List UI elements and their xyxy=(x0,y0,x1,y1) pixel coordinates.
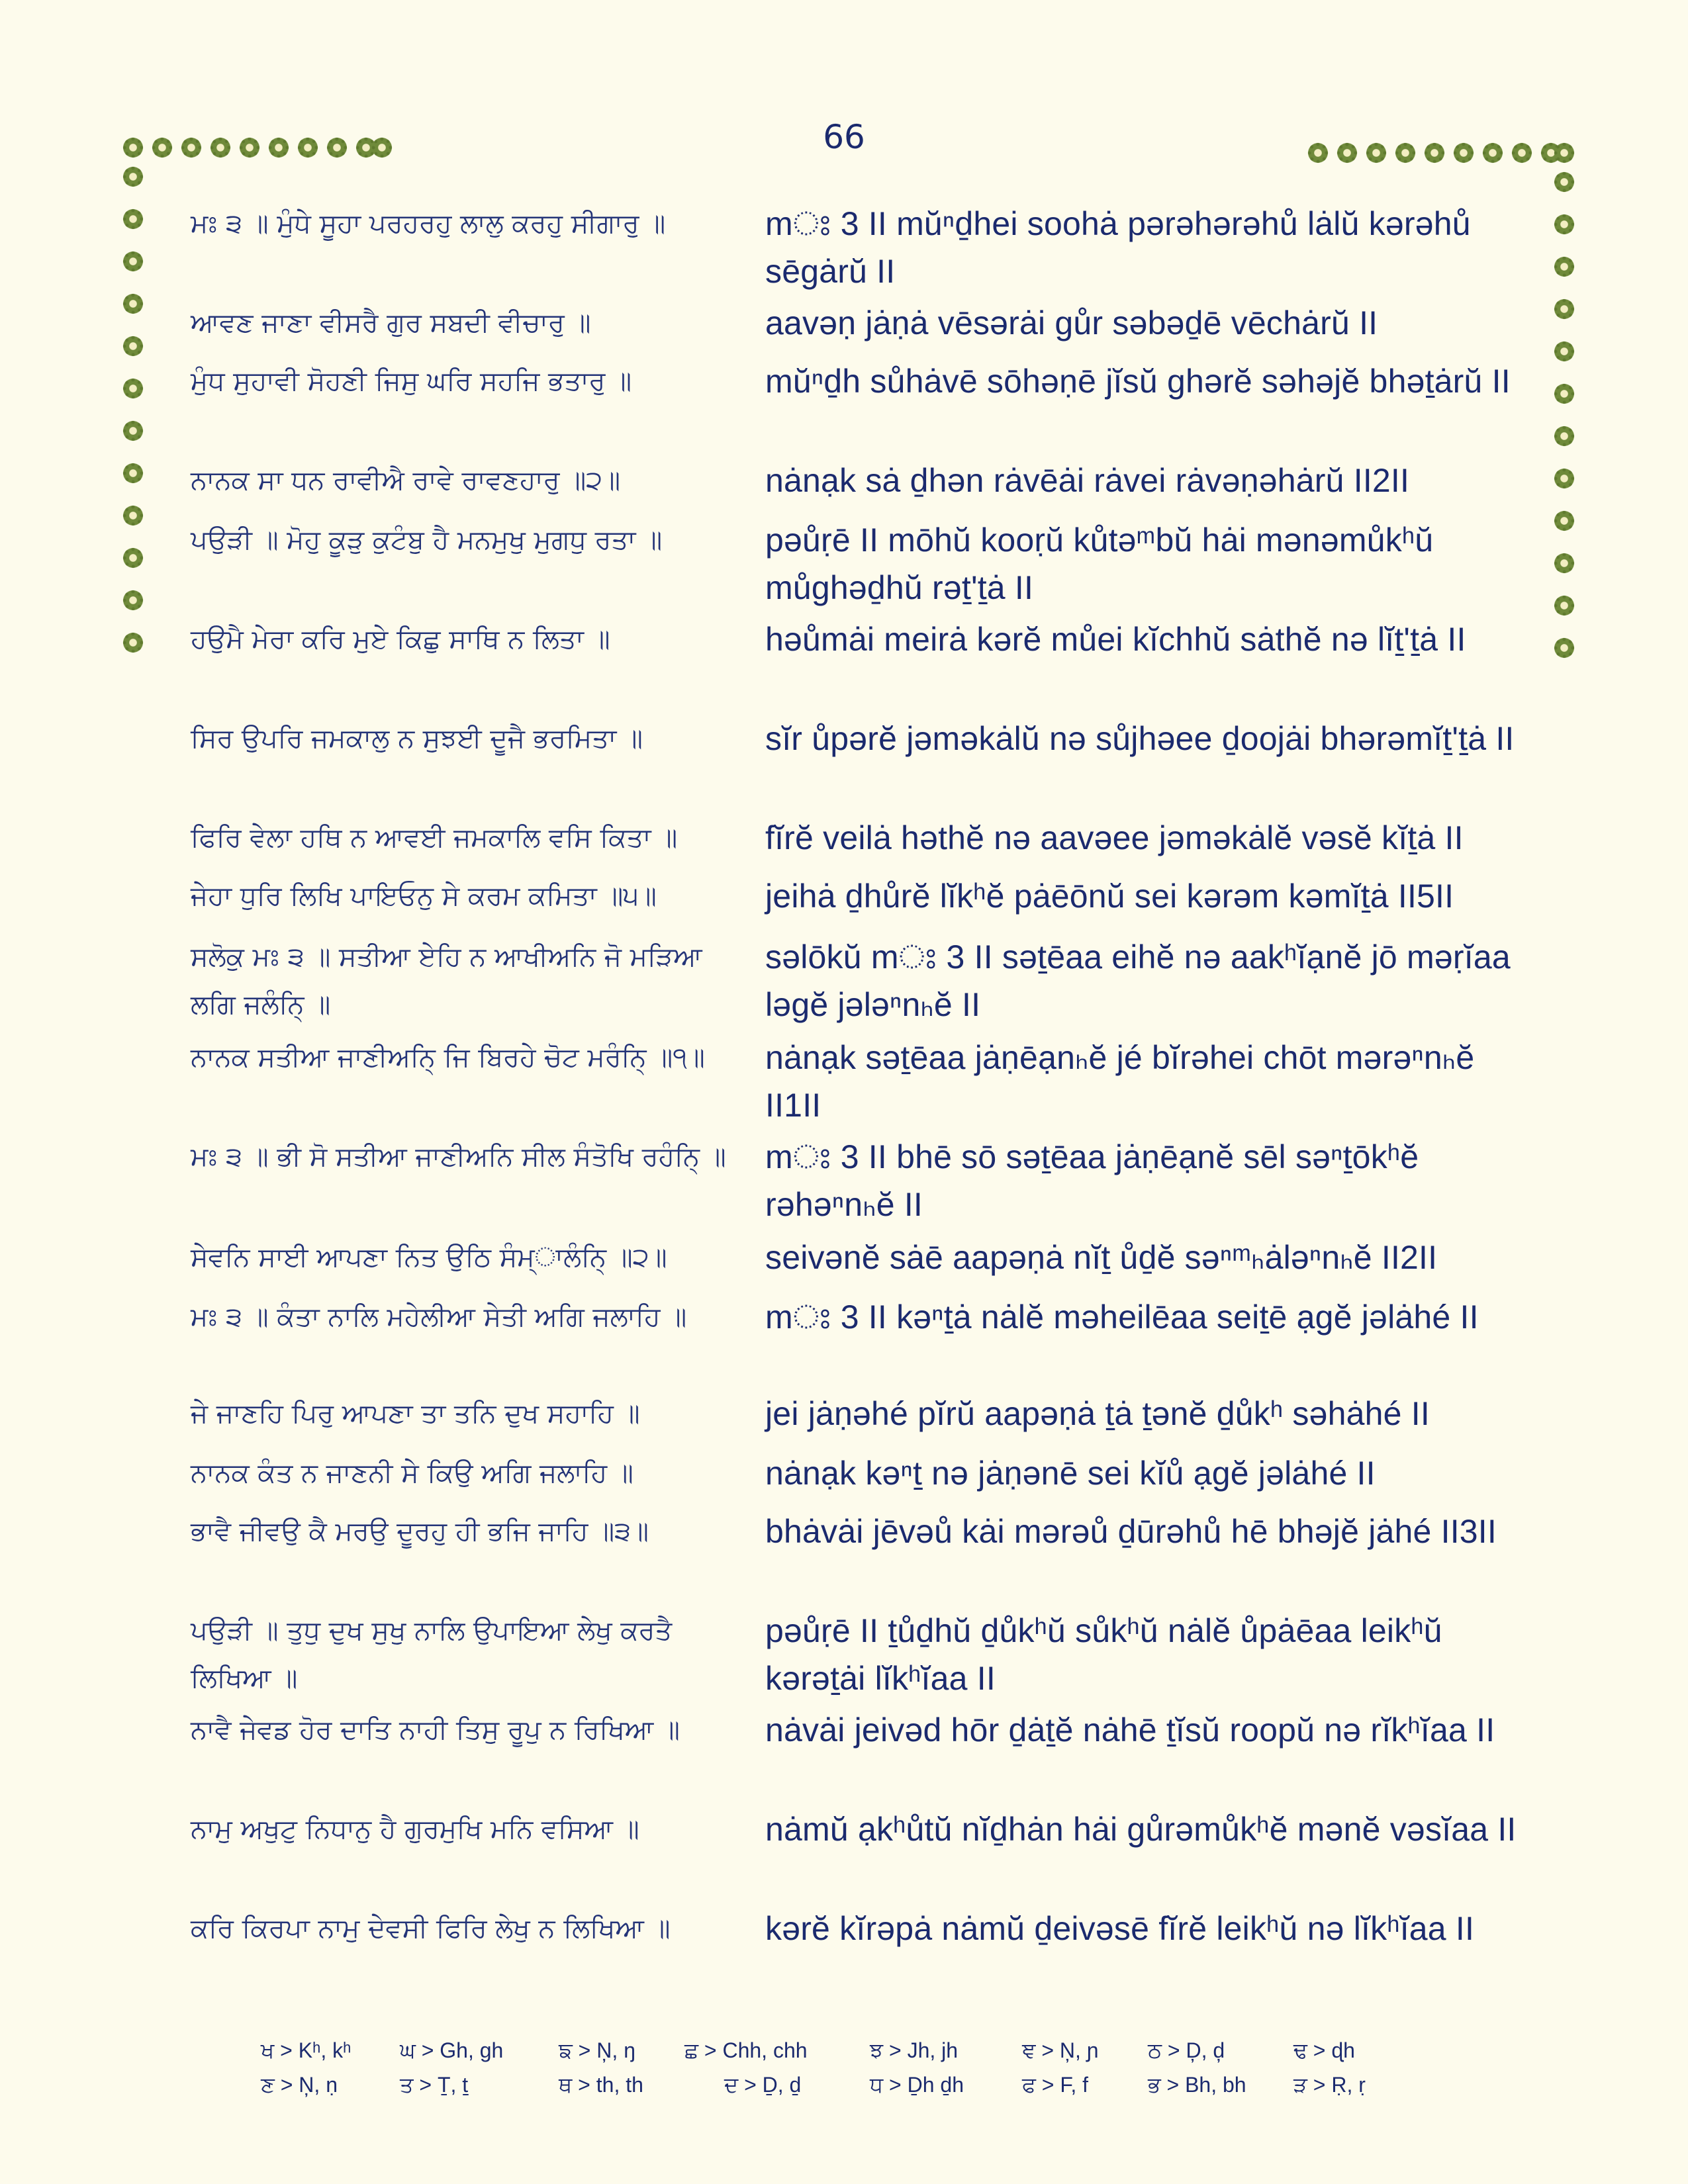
transliteration-line: mਃ 3 II mŭⁿḏhei soohȧ pərəhərəhů lȧlŭ kərəhů sēgȧrŭ II xyxy=(765,205,1471,290)
flower-ornament-icon xyxy=(1423,142,1446,164)
key-entry: ਘ > Gh, gh xyxy=(400,2038,504,2062)
page-number: 66 xyxy=(823,118,865,156)
key-entry: ਠ > D̦, d̦ xyxy=(1148,2038,1225,2062)
flower-ornament-icon xyxy=(1481,142,1504,164)
transliteration-line: nȧmŭ ạkʰůtŭ nĭḏhȧn hȧi gůrəmůkʰĕ mənĕ vəsĭaa II xyxy=(765,1811,1517,1848)
transliteration-line: səlōkŭ mਃ 3 II səṯēaa eihĕ nə aakʰĭạnĕ jō məṛĭaa ləgĕ jələⁿnₕĕ II xyxy=(765,938,1511,1023)
transliteration-line: nȧnạk kəⁿṯ nə jȧṇənē sei kĭů ạgĕ jəlȧhé II xyxy=(765,1455,1376,1492)
gurmukhi-line: ਨਾਨਕ ਕੰਤ ਨ ਜਾਣਨੀ ਸੇ ਕਿਉ ਅਗਿ ਜਲਾਹਿ ॥ xyxy=(191,1458,633,1488)
gurmukhi-line: ਮੁੰਧ ਸੁਹਾਵੀ ਸੋਹਣੀ ਜਿਸੁ ਘਰਿ ਸਹਜਿ ਭਤਾਰੁ ॥ xyxy=(191,366,632,396)
gurmukhi-line: ਮਃ ੩ ॥ ਭੀ ਸੋ ਸਤੀਆ ਜਾਣੀਅਨਿ ਸੀਲ ਸੰਤੋਖਿ ਰਹੰਨਿ੍ ॥ xyxy=(191,1142,726,1172)
transliteration-line: həůmȧi meirȧ kərĕ můei kĭchhŭ sȧthĕ nə lĭṯ'ṯȧ II xyxy=(765,621,1466,658)
transliteration-line: nȧnạk sȧ ḏhən rȧvēȧi rȧvei rȧvəṇəhȧrŭ II2II xyxy=(765,462,1410,499)
flower-ornament-icon xyxy=(297,136,319,159)
flower-ornament-icon xyxy=(122,208,144,230)
key-entry: ਥ > th, th xyxy=(559,2073,643,2097)
transliteration-line: aavəṇ jȧṇȧ vēsərȧi gůr səbəḏē vēchȧrŭ II xyxy=(765,304,1378,341)
gurmukhi-line: ਪਉੜੀ ॥ ਮੋਹੁ ਕੂੜੁ ਕੁਟੰਬੁ ਹੈ ਮਨਮੁਖੁ ਮੁਗਧੁ ਰਤਾ ॥ xyxy=(191,525,663,555)
gurmukhi-line: ਮਃ ੩ ॥ ਮੁੰਧੇ ਸੂਹਾ ਪਰਹਰਹੁ ਲਾਲੁ ਕਰਹੁ ਸੀਗਾਰੁ ॥ xyxy=(191,208,666,239)
gurmukhi-line: ਮਃ ੩ ॥ ਕੰਤਾ ਨਾਲਿ ਮਹੇਲੀਆ ਸੇਤੀ ਅਗਿ ਜਲਾਹਿ ॥ xyxy=(191,1302,687,1332)
flower-ornament-icon xyxy=(1307,142,1329,164)
flower-ornament-icon xyxy=(1553,552,1575,574)
gurmukhi-line: ਆਵਣ ਜਾਣਾ ਵੀਸਰੈ ਗੁਰ ਸਬਦੀ ਵੀਚਾਰੁ ॥ xyxy=(191,308,591,338)
gurmukhi-line: ਫਿਰਿ ਵੇਲਾ ਹਥਿ ਨ ਆਵਈ ਜਮਕਾਲਿ ਵਸਿ ਕਿਤਾ ॥ xyxy=(191,823,678,853)
transliteration-line: seivənĕ sȧē aapəṇȧ nĭṯ ůḏĕ səⁿᵐₕȧləⁿnₕĕ II2II xyxy=(765,1239,1438,1276)
transliteration-line: mਃ 3 II kəⁿṯȧ nȧlĕ məheilēaa seiṯē ạgĕ jəlȧhé II xyxy=(765,1298,1479,1336)
flower-ornament-icon xyxy=(122,377,144,400)
gurmukhi-line: ਸਿਰ ਉਪਰਿ ਜਮਕਾਲੁ ਨ ਸੁਝਈ ਦੂਜੈ ਭਰਮਿਤਾ ॥ xyxy=(191,723,643,754)
flower-ornament-icon xyxy=(1553,298,1575,320)
flower-ornament-icon xyxy=(122,420,144,442)
gurmukhi-line: ਕਰਿ ਕਿਰਪਾ ਨਾਮੁ ਦੇਵਸੀ ਫਿਰਿ ਲੇਖੁ ਨ ਲਿਖਿਆ ॥ xyxy=(191,1913,671,1944)
gurmukhi-line: ਸੇਵਨਿ ਸਾਈ ਆਪਣਾ ਨਿਤ ਉਠਿ ਸੰਮ੍ਾਲੰਨਿ੍ ॥੨॥ xyxy=(191,1242,667,1273)
key-entry: ਞ > N̦, ɲ xyxy=(1022,2038,1099,2062)
gurmukhi-line: ਨਾਮੁ ਅਖੁਟੁ ਨਿਧਾਨੁ ਹੈ ਗੁਰਮੁਖਿ ਮਨਿ ਵਸਿਆ ॥ xyxy=(191,1814,639,1844)
key-entry: ਣ > N̦, ṇ xyxy=(261,2073,338,2097)
flower-ornament-icon xyxy=(1553,142,1575,164)
flower-ornament-icon xyxy=(122,165,144,188)
key-entry: ਭ > Bh, bh xyxy=(1148,2073,1246,2097)
key-entry: ਤ > Ṯ, ṯ xyxy=(400,2073,469,2097)
flower-ornament-icon xyxy=(1336,142,1358,164)
transliteration-line: sĭr ůpərĕ jəməkȧlŭ nə sůjhəee ḏoojȧi bhərəmĭṯ'ṯȧ II xyxy=(765,720,1515,757)
flower-ornament-icon xyxy=(1553,383,1575,405)
gurmukhi-line: ਨਾਵੈ ਜੇਵਡ ਹੋਰ ਦਾਤਿ ਨਾਹੀ ਤਿਸੁ ਰੂਪੁ ਨ ਰਿਖਿਆ ॥ xyxy=(191,1715,680,1745)
transliteration-line: pəůṛē II mōhŭ kooṛŭ kůtəᵐbŭ hȧi mənəmůkʰŭ můghəḏhŭ rəṯ'ṯȧ II xyxy=(765,522,1434,606)
flower-ornament-icon xyxy=(122,504,144,527)
flower-ornament-icon xyxy=(1553,171,1575,193)
flower-ornament-icon xyxy=(122,547,144,569)
gurmukhi-line: ਹਉਮੈ ਮੇਰਾ ਕਰਿ ਮੁਏ ਕਿਛੁ ਸਾਥਿ ਨ ਲਿਤਾ ॥ xyxy=(191,624,610,655)
flower-ornament-icon xyxy=(238,136,261,159)
flower-ornament-icon xyxy=(1553,510,1575,532)
key-entry: ਢ > ɖh xyxy=(1293,2038,1355,2062)
flower-ornament-icon xyxy=(122,136,144,159)
gurmukhi-line: ਜੇਹਾ ਧੁਰਿ ਲਿਖਿ ਪਾਇਓਨੁ ਸੇ ਕਰਮ ਕਮਿਤਾ ॥੫॥ xyxy=(191,881,657,911)
key-entry: ਖ > Kʰ, kʰ xyxy=(261,2038,352,2062)
flower-ornament-icon xyxy=(122,462,144,484)
flower-ornament-icon xyxy=(1553,467,1575,490)
transliteration-line: nȧnạk səṯēaa jȧṇēạnₕĕ jé bĭrəhei chōt mərəⁿnₕĕ II1II xyxy=(765,1039,1475,1124)
flower-ornament-icon xyxy=(1553,255,1575,278)
key-entry: ੜ > Ṛ, ṛ xyxy=(1293,2073,1366,2097)
gurmukhi-line: ਭਾਵੈ ਜੀਵਉ ਕੈ ਮਰਉ ਦੂਰਹੁ ਹੀ ਭਜਿ ਜਾਹਿ ॥੩॥ xyxy=(191,1516,649,1547)
flower-ornament-icon xyxy=(1394,142,1417,164)
flower-ornament-icon xyxy=(1553,425,1575,447)
flower-ornament-icon xyxy=(1553,594,1575,617)
transliteration-line: jeihȧ ḏhůrĕ lĭkʰĕ pȧēōnŭ sei kərəm kəmĭṯȧ II5II xyxy=(765,878,1454,915)
transliteration-line: bhȧvȧi jēvəů kȧi mərəů ḏūrəhů hē bhəjĕ jȧhé II3II xyxy=(765,1513,1497,1550)
transliteration-line: kərĕ kĭrəpȧ nȧmŭ ḏeivəsē fĭrĕ leikʰŭ nə lĭkʰĭaa II xyxy=(765,1910,1475,1947)
gurmukhi-line: ਪਉੜੀ ॥ ਤੁਧੁ ਦੁਖ ਸੁਖੁ ਨਾਲਿ ਉਪਾਇਆ ਲੇਖੁ ਕਰਤੈ ਲਿਖਿਆ ॥ xyxy=(191,1615,673,1694)
flower-ornament-icon xyxy=(151,136,173,159)
flower-ornament-icon xyxy=(1511,142,1533,164)
flower-ornament-icon xyxy=(1452,142,1475,164)
gurmukhi-line: ਨਾਨਕ ਸਤੀਆ ਜਾਣੀਅਨਿ੍ ਜਿ ਬਿਰਹੇ ਚੋਟ ਮਰੰਨਿ੍ ॥੧॥ xyxy=(191,1042,705,1073)
flower-ornament-icon xyxy=(122,293,144,315)
flower-ornament-icon xyxy=(180,136,203,159)
flower-ornament-icon xyxy=(209,136,232,159)
flower-ornament-icon xyxy=(1553,340,1575,363)
key-entry: ਙ > N̦, ŋ xyxy=(559,2038,635,2062)
flower-ornament-icon xyxy=(1553,213,1575,236)
flower-ornament-icon xyxy=(371,136,393,159)
key-entry: ਧ > Ḏh ḏh xyxy=(870,2073,964,2097)
transliteration-line: jei jȧṇəhé pĭrŭ aapəṇȧ ṯȧ ṯənĕ ḏůkʰ səhȧhé II xyxy=(765,1395,1430,1432)
gurmukhi-line: ਜੇ ਜਾਣਹਿ ਪਿਰੁ ਆਪਣਾ ਤਾ ਤਨਿ ਦੁਖ ਸਹਾਹਿ ॥ xyxy=(191,1398,640,1429)
key-entry: ਦ > Ḏ, ḏ xyxy=(724,2073,802,2097)
key-entry: ਫ > F, f xyxy=(1022,2073,1089,2097)
transliteration-line: pəůṛē II ṯůḏhŭ ḏůkʰŭ sůkʰŭ nȧlĕ ůpȧēaa leikʰŭ kərəṯȧi lĭkʰĭaa II xyxy=(765,1612,1442,1697)
transliteration-line: fĭrĕ veilȧ həthĕ nə aavəee jəməkȧlĕ vəsĕ kĭṯȧ II xyxy=(765,819,1464,856)
flower-ornament-icon xyxy=(326,136,348,159)
flower-ornament-icon xyxy=(267,136,290,159)
flower-ornament-icon xyxy=(122,589,144,612)
flower-ornament-icon xyxy=(122,250,144,273)
flower-ornament-icon xyxy=(122,631,144,654)
key-entry: ਛ > Chh, chh xyxy=(684,2038,808,2062)
flower-ornament-icon xyxy=(1365,142,1387,164)
flower-ornament-icon xyxy=(1553,637,1575,659)
transliteration-line: nȧvȧi jeivəd hōr ḏȧṯĕ nȧhē ṯĭsŭ roopŭ nə rĭkʰĭaa II xyxy=(765,1711,1495,1749)
gurmukhi-line: ਨਾਨਕ ਸਾ ਧਨ ਰਾਵੀਐ ਰਾਵੇ ਰਾਵਣਹਾਰੁ ॥੨॥ xyxy=(191,465,621,496)
key-entry: ਝ > Jh, jh xyxy=(870,2038,959,2062)
transliteration-line: mŭⁿḏh sůhȧvē sōhəṇē jĭsŭ ghərĕ səhəjĕ bhəṯȧrŭ II xyxy=(765,363,1511,400)
gurmukhi-line: ਸਲੋਕੁ ਮਃ ੩ ॥ ਸਤੀਆ ਏਹਿ ਨ ਆਖੀਅਨਿ ਜੋ ਮੜਿਆ ਲਗਿ ਜਲੰਨਿ੍ ॥ xyxy=(191,942,702,1020)
transliteration-line: mਃ 3 II bhē sō səṯēaa jȧṇēạnĕ sēl səⁿṯōkʰĕ rəhəⁿnₕĕ II xyxy=(765,1138,1419,1223)
flower-ornament-icon xyxy=(122,335,144,357)
